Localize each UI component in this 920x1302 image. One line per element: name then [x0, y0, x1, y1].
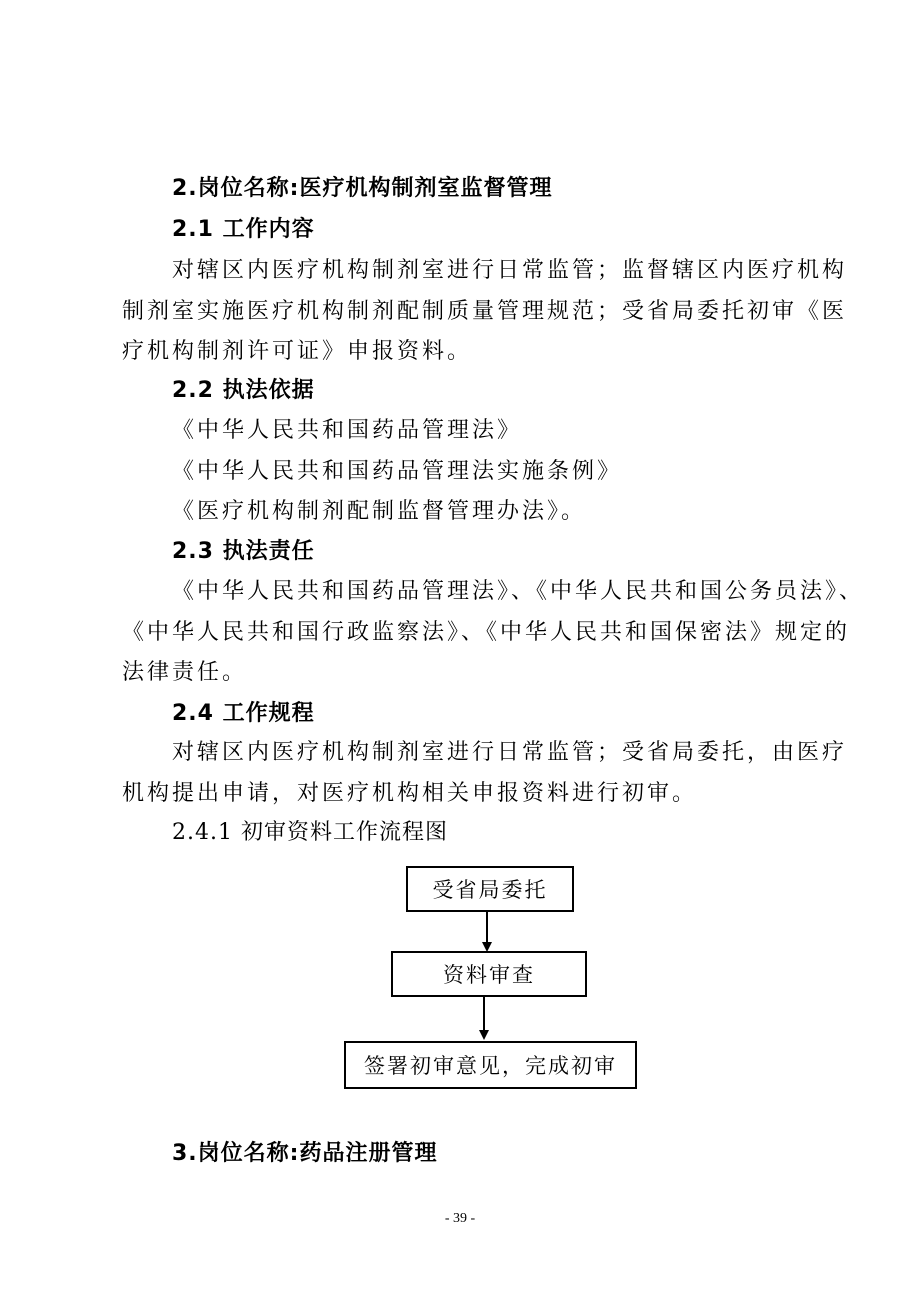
section-2-3-title: 2.3 执法责任 [172, 539, 315, 564]
section-2-4-line-1: 对辖区内医疗机构制剂室进行日常监管；受省局委托，由医疗 [172, 740, 848, 765]
section-2-title: 2.岗位名称:医疗机构制剂室监督管理 [172, 176, 553, 201]
page-number: - 39 - [444, 1211, 476, 1226]
section-2-4-title: 2.4 工作规程 [172, 701, 315, 726]
section-3-title: 3.岗位名称:药品注册管理 [172, 1141, 438, 1166]
section-2-1-line-3: 疗机构制剂许可证》申报资料。 [122, 339, 473, 364]
flow-step-1: 受省局委托 [406, 866, 574, 912]
section-2-3-line-2: 《中华人民共和国行政监察法》、《中华人民共和国保密法》规定的 [122, 620, 851, 645]
law-item-2: 《中华人民共和国药品管理法实施条例》 [172, 459, 623, 484]
flow-step-2: 资料审查 [391, 951, 587, 997]
flow-arrow-2 [483, 997, 485, 1031]
flow-step-3: 签署初审意见，完成初审 [344, 1041, 637, 1089]
section-2-1-title: 2.1 工作内容 [172, 217, 315, 242]
section-2-3-line-1: 《中华人民共和国药品管理法》、《中华人民共和国公务员法》、 [172, 579, 865, 604]
section-2-1-line-2: 制剂室实施医疗机构制剂配制质量管理规范；受省局委托初审《医 [122, 299, 848, 324]
law-item-3: 《医疗机构制剂配制监督管理办法》。 [172, 499, 587, 524]
section-2-2-title: 2.2 执法依据 [172, 378, 315, 403]
section-2-1-line-1: 对辖区内医疗机构制剂室进行日常监管；监督辖区内医疗机构 [172, 258, 848, 283]
section-2-4-1-title: 2.4.1 初审资料工作流程图 [172, 820, 448, 845]
section-2-3-line-3: 法律责任。 [122, 660, 248, 685]
section-2-4-line-2: 机构提出申请，对医疗机构相关申报资料进行初审。 [122, 781, 698, 806]
flow-arrowhead-2 [479, 1030, 489, 1040]
law-item-1: 《中华人民共和国药品管理法》 [172, 418, 523, 443]
flow-arrow-1 [486, 912, 488, 944]
